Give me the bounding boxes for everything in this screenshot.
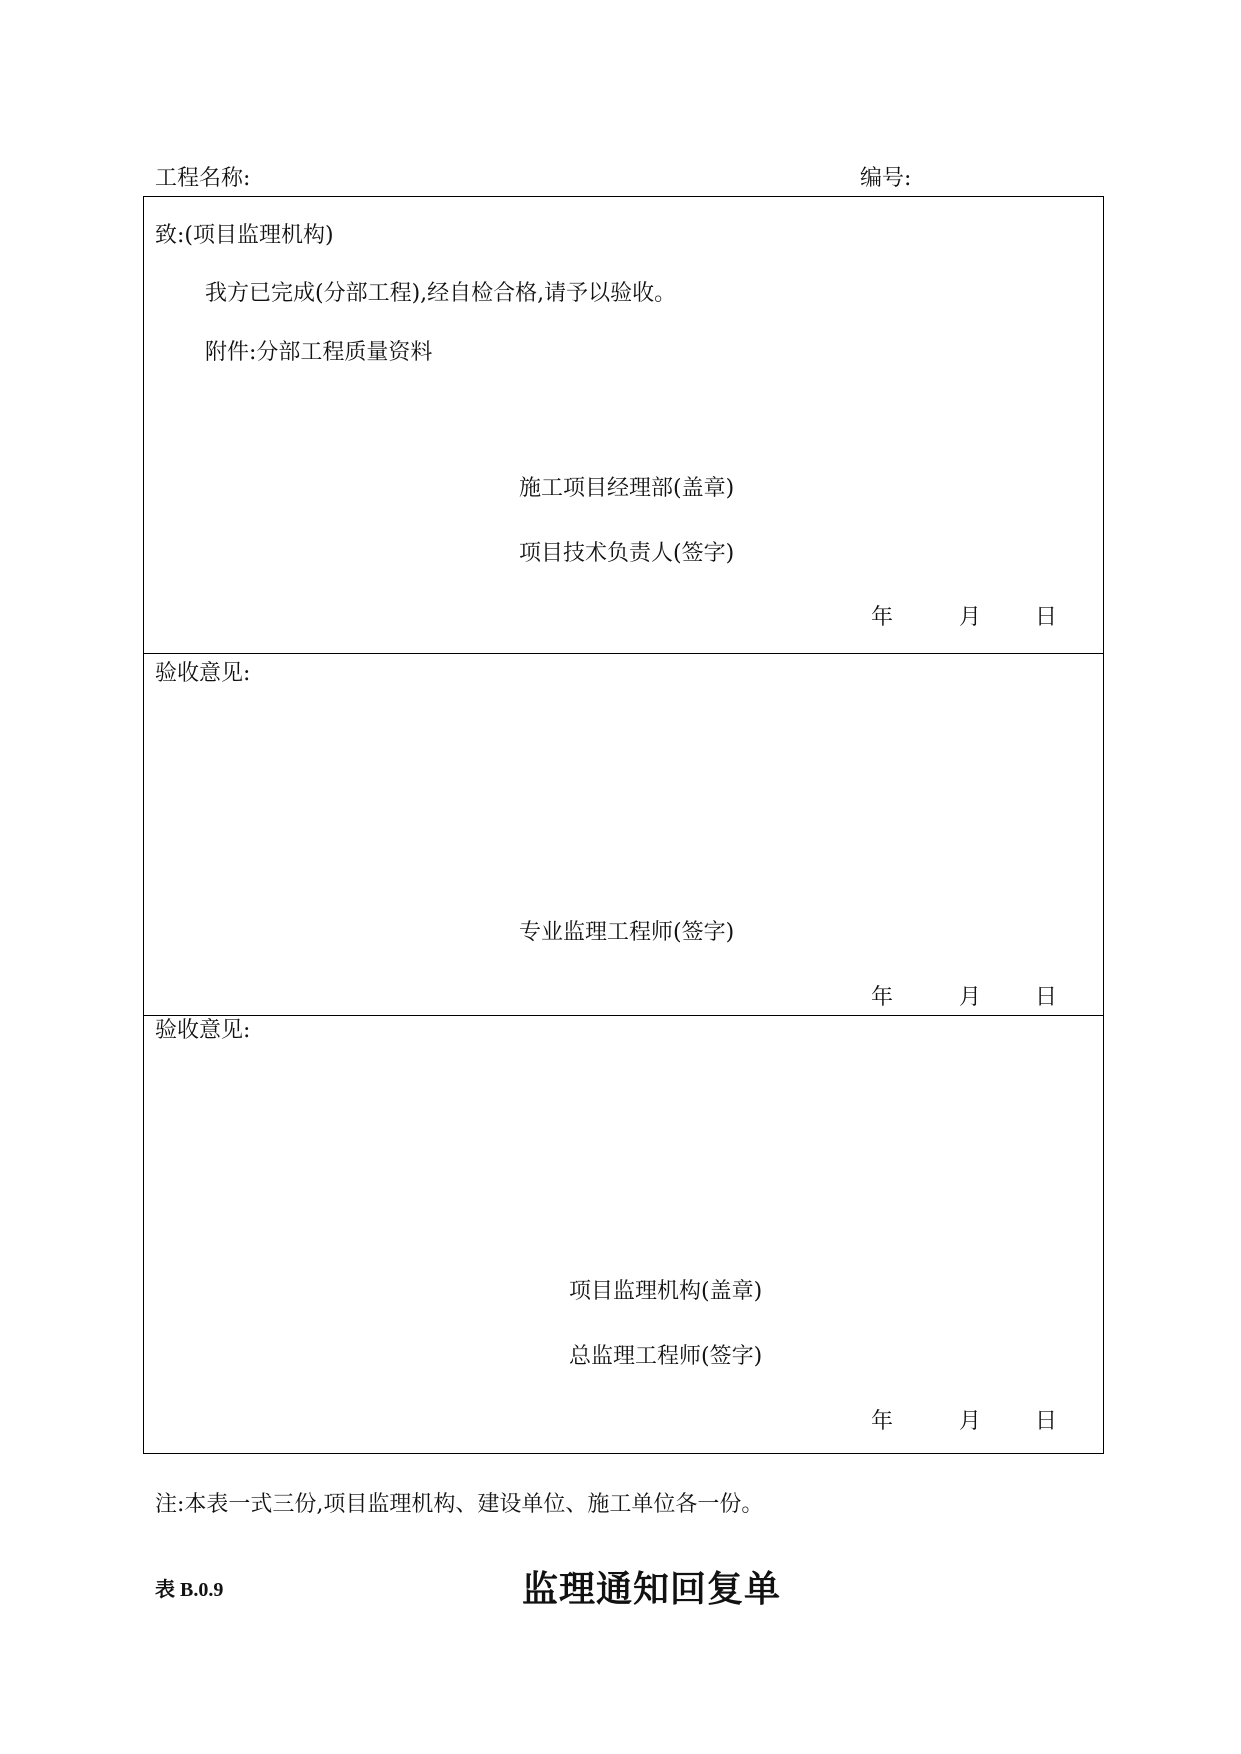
copies-note: 注:本表一式三份,项目监理机构、建设单位、施工单位各一份。	[155, 1492, 764, 1517]
table-id: 表 B.0.9	[155, 1579, 224, 1601]
date-day-label: 日	[1035, 985, 1058, 1010]
date-day-label: 日	[1035, 605, 1058, 630]
date-day-label: 日	[1035, 1409, 1058, 1434]
completion-statement: 我方已完成(分部工程),经自检合格,请予以验收。	[205, 281, 677, 306]
date-year-label: 年	[871, 1409, 894, 1434]
date-month-label: 月	[959, 985, 982, 1010]
number-label: 编号:	[860, 166, 912, 191]
addressee: 致:(项目监理机构)	[155, 223, 334, 248]
acceptance-opinion-label: 验收意见:	[155, 1018, 251, 1043]
form-table	[143, 196, 1104, 1454]
section-divider-2	[143, 1015, 1104, 1016]
date-month-label: 月	[959, 605, 982, 630]
specialist-engineer-signature-line: 专业监理工程师(签字)	[519, 920, 735, 945]
date-month-label: 月	[959, 1409, 982, 1434]
date-year-label: 年	[871, 985, 894, 1010]
form-title: 监理通知回复单	[522, 1568, 782, 1610]
date-year-label: 年	[871, 605, 894, 630]
section-divider-1	[143, 653, 1104, 654]
acceptance-opinion-label: 验收意见:	[155, 661, 251, 686]
technical-lead-signature-line: 项目技术负责人(签字)	[519, 541, 735, 566]
attachment-line: 附件:分部工程质量资料	[205, 340, 433, 365]
chief-engineer-signature-line: 总监理工程师(签字)	[569, 1344, 763, 1369]
contractor-seal-line: 施工项目经理部(盖章)	[519, 476, 735, 501]
supervision-org-seal-line: 项目监理机构(盖章)	[569, 1279, 763, 1304]
project-name-label: 工程名称:	[155, 166, 251, 191]
